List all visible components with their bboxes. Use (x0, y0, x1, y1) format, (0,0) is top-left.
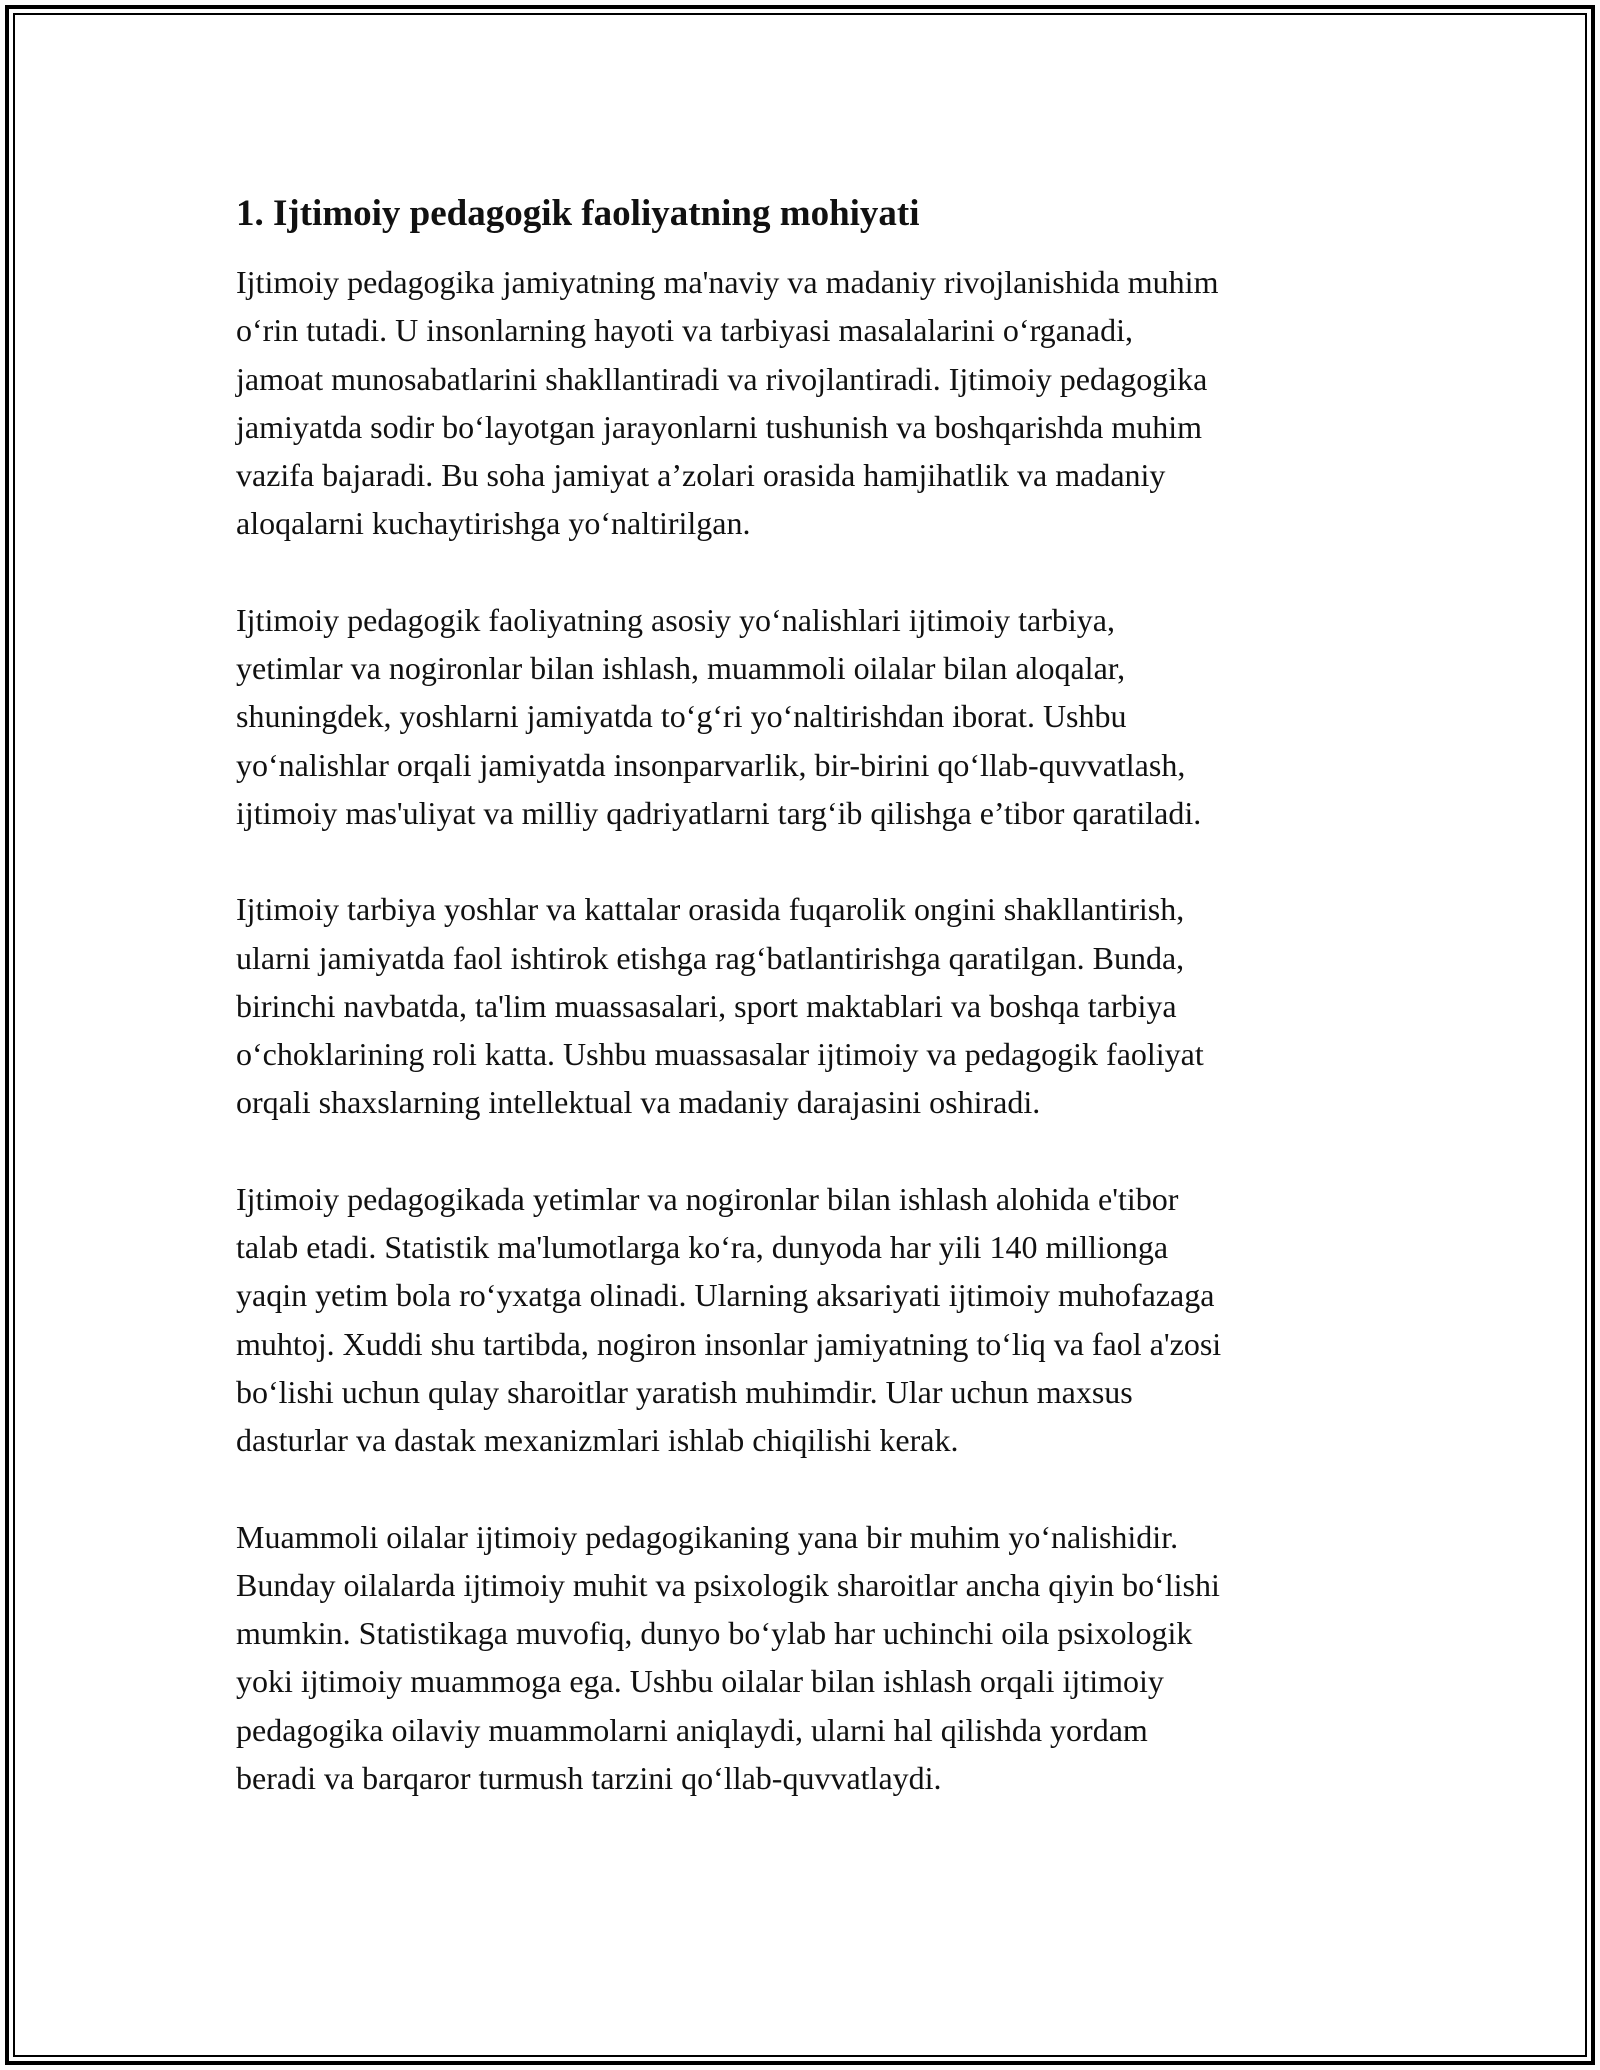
paragraph-line: jamiyatda sodir bo‘layotgan jarayonlarni tushunish va boshqarishda muhim (236, 408, 1203, 445)
paragraph-line: ijtimoiy mas'uliyat va milliy qadriyatlarni targ‘ib qilishga e’tibor qaratiladi. (236, 794, 1202, 831)
paragraph-line: shuningdek, yoshlarni jamiyatda to‘g‘ri yo‘naltirishdan iborat. Ushbu (236, 698, 1127, 735)
paragraph-line: yaqin yetim bola ro‘yxatga olinadi. Ularning aksariyati ijtimoiy muhofazaga (236, 1277, 1215, 1314)
paragraph-line: beradi va barqaror turmush tarzini qo‘llab-quvvatlaydi. (236, 1760, 942, 1797)
paragraph-2 (236, 596, 1386, 837)
paragraph-line: Ijtimoiy pedagogikada yetimlar va nogironlar bilan ishlash alohida e'tibor (236, 1180, 1179, 1217)
paragraph-line: o‘choklarining roli katta. Ushbu muassasalar ijtimoiy va pedagogik faoliyat (236, 1036, 1204, 1073)
paragraph-line: dasturlar va dastak mexanizmlari ishlab chiqilishi kerak. (236, 1422, 959, 1459)
paragraph-line: orqali shaxslarning intellektual va madaniy darajasini oshiradi. (236, 1084, 1041, 1121)
paragraph-line: o‘rin tutadi. U insonlarning hayoti va tarbiyasi masalalarini o‘rganadi, (236, 312, 1133, 349)
paragraph-line: yoki ijtimoiy muammoga ega. Ushbu oilalar bilan ishlash orqali ijtimoiy (236, 1663, 1164, 1700)
paragraph-3 (236, 885, 1386, 1126)
paragraph-line: Ijtimoiy pedagogika jamiyatning ma'naviy va madaniy rivojlanishida muhim (236, 264, 1219, 300)
paragraph-line: muhtoj. Xuddi shu tartibda, nogiron insonlar jamiyatning to‘liq va faol a'zosi (236, 1325, 1222, 1362)
paragraph-line: yetimlar va nogironlar bilan ishlash, muammoli oilalar bilan aloqalar, (236, 650, 1126, 687)
paragraph-4 (236, 1175, 1386, 1465)
paragraph-line: jamoat munosabatlarini shakllantiradi va rivojlantiradi. Ijtimoiy pedagogika (236, 360, 1208, 397)
paragraph-5 (236, 1513, 1386, 1803)
paragraph-line: yo‘nalishlar orqali jamiyatda insonparvarlik, bir-birini qo‘llab-quvvatlash, (236, 746, 1186, 783)
paragraph-line: Muammoli oilalar ijtimoiy pedagogikaning yana bir muhim yo‘nalishidir. (236, 1518, 1179, 1555)
paragraph-line: mumkin. Statistikaga muvofiq, dunyo bo‘ylab har uchinchi oila psixologik (236, 1615, 1193, 1652)
paragraph-line: vazifa bajaradi. Bu soha jamiyat a’zolari orasida hamjihatlik va madaniy (236, 457, 1166, 494)
paragraph-line: Bunday oilalarda ijtimoiy muhit va psixologik sharoitlar ancha qiyin bo‘lishi (236, 1566, 1220, 1603)
paragraph-line: ularni jamiyatda faol ishtirok etishga rag‘batlantirishga qaratilgan. Bunda, (236, 939, 1185, 976)
page-title: 1. Ijtimoiy pedagogik faoliyatning mohiyati (236, 193, 920, 234)
document-body (236, 186, 1386, 1850)
paragraph-line: aloqalarni kuchaytirishga yo‘naltirilgan. (236, 505, 751, 542)
paragraph-line: pedagogika oilaviy muammolarni aniqlaydi, ularni hal qilishda yordam (236, 1711, 1148, 1748)
paragraph-line: Ijtimoiy pedagogik faoliyatning asosiy yo‘nalishlari ijtimoiy tarbiya, (236, 601, 1115, 638)
paragraph-line: bo‘lishi uchun qulay sharoitlar yaratish muhimdir. Ular uchun maxsus (236, 1373, 1133, 1410)
paragraph-1 (236, 258, 1386, 548)
paragraph-line: talab etadi. Statistik ma'lumotlarga ko‘ra, dunyoda har yili 140 millionga (236, 1229, 1169, 1266)
paragraph-line: birinchi navbatda, ta'lim muassasalari, sport maktablari va boshqa tarbiya (236, 987, 1177, 1024)
paragraph-line: Ijtimoiy tarbiya yoshlar va kattalar orasida fuqarolik ongini shakllantirish, (236, 891, 1185, 928)
